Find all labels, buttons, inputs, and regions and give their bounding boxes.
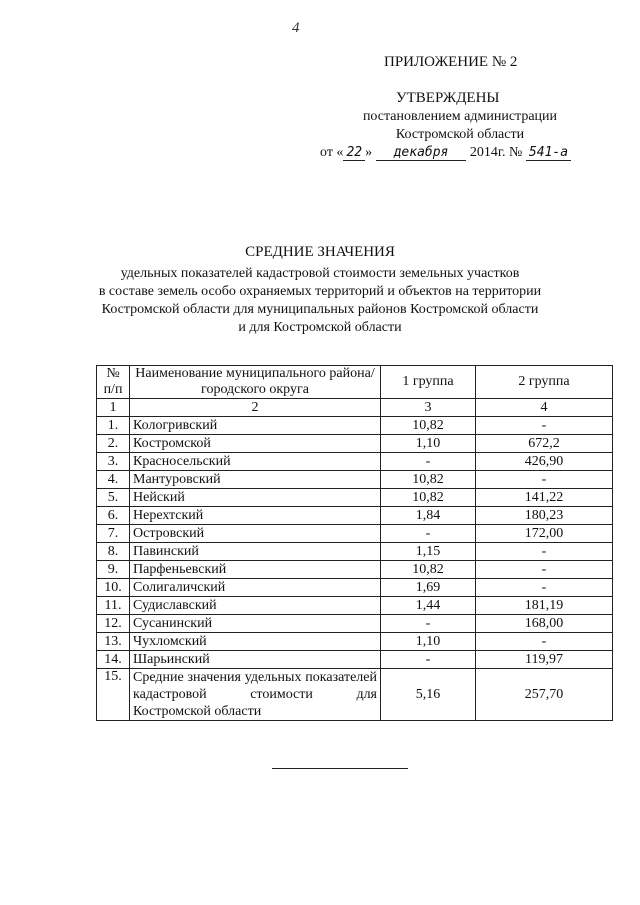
index-cell: 1 — [97, 399, 130, 417]
average-group2: 257,70 — [476, 669, 613, 721]
row-name: Шарьинский — [130, 651, 381, 669]
title-line-1: удельных показателей кадастровой стоимости земельных участков — [120, 266, 520, 281]
row-name: Нерехтский — [130, 507, 381, 525]
table-row — [97, 633, 613, 651]
row-num: 12. — [97, 615, 130, 633]
row-name: Кологривский — [130, 417, 381, 435]
row-name: Павинский — [130, 543, 381, 561]
row-group1: 10,82 — [381, 417, 476, 435]
table-row — [97, 489, 613, 507]
row-group2: - — [476, 543, 613, 561]
date-year: 2014г. № — [469, 145, 523, 160]
table-row — [97, 597, 613, 615]
row-group2: - — [476, 579, 613, 597]
row-group1: 1,15 — [381, 543, 476, 561]
row-name: Костромской — [130, 435, 381, 453]
average-name: Средние значения удельных показателей кадастровой стоимости для Костромской области — [130, 669, 381, 721]
row-name: Мантуровский — [130, 471, 381, 489]
table-row — [97, 561, 613, 579]
row-group2: 181,19 — [476, 597, 613, 615]
row-group2: 172,00 — [476, 525, 613, 543]
row-group2: - — [476, 471, 613, 489]
table-index-row — [97, 399, 613, 417]
row-group1: - — [381, 525, 476, 543]
row-group2: 141,22 — [476, 489, 613, 507]
row-name: Чухломский — [130, 633, 381, 651]
approved-label: УТВЕРЖДЕНЫ — [396, 90, 500, 106]
row-group2: - — [476, 561, 613, 579]
row-name: Островский — [130, 525, 381, 543]
row-group2: 180,23 — [476, 507, 613, 525]
row-group2: - — [476, 633, 613, 651]
row-name: Красносельский — [130, 453, 381, 471]
table-row — [97, 615, 613, 633]
decree-date-line — [320, 145, 571, 161]
index-cell: 4 — [476, 399, 613, 417]
row-group1: 1,69 — [381, 579, 476, 597]
row-group1: - — [381, 615, 476, 633]
row-group1: 1,44 — [381, 597, 476, 615]
table-row — [97, 471, 613, 489]
index-cell: 2 — [130, 399, 381, 417]
title-line-4: и для Костромской области — [238, 320, 402, 335]
row-group1: 10,82 — [381, 471, 476, 489]
header-name: Наименование муниципального района/городского округа — [130, 366, 381, 399]
cadastral-values-table — [96, 365, 613, 721]
title-line-2: в составе земель особо охраняемых территорий и объектов на территории — [98, 284, 542, 299]
row-group1: 1,10 — [381, 633, 476, 651]
date-prefix: от « — [320, 145, 344, 160]
row-num: 8. — [97, 543, 130, 561]
row-num: 4. — [97, 471, 130, 489]
date-mid: » — [365, 145, 373, 160]
row-group1: 10,82 — [381, 561, 476, 579]
header-group1: 1 группа — [381, 366, 476, 399]
table-header-row — [97, 366, 613, 399]
table-row — [97, 507, 613, 525]
decree-line-1: постановлением администрации — [362, 109, 558, 124]
row-num: 9. — [97, 561, 130, 579]
row-group2: 672,2 — [476, 435, 613, 453]
date-day: 22 — [343, 146, 365, 161]
index-cell: 3 — [381, 399, 476, 417]
row-num: 3. — [97, 453, 130, 471]
row-group1: 10,82 — [381, 489, 476, 507]
document-title — [60, 244, 580, 337]
row-group2: - — [476, 417, 613, 435]
title-main: СРЕДНИЕ ЗНАЧЕНИЯ — [245, 244, 395, 260]
table-row — [97, 435, 613, 453]
row-name: Парфеньевский — [130, 561, 381, 579]
table-row — [97, 453, 613, 471]
decree-line-2: Костромской области — [395, 127, 525, 142]
row-group1: - — [381, 651, 476, 669]
table-row — [97, 525, 613, 543]
row-name: Солигаличский — [130, 579, 381, 597]
table-row — [97, 651, 613, 669]
header-group2: 2 группа — [476, 366, 613, 399]
row-num: 5. — [97, 489, 130, 507]
row-name: Сусанинский — [130, 615, 381, 633]
average-group1: 5,16 — [381, 669, 476, 721]
header-num: № п/п — [97, 366, 130, 399]
appendix-label: ПРИЛОЖЕНИЕ № 2 — [384, 54, 518, 70]
table-row — [97, 417, 613, 435]
page-number: 4 — [292, 20, 300, 36]
average-num: 15. — [97, 669, 130, 721]
row-num: 10. — [97, 579, 130, 597]
title-line-3: Костромской области для муниципальных районов Костромской области — [101, 302, 539, 317]
table-row — [97, 579, 613, 597]
row-group1: 1,84 — [381, 507, 476, 525]
row-num: 7. — [97, 525, 130, 543]
row-group2: 119,97 — [476, 651, 613, 669]
row-group2: 426,90 — [476, 453, 613, 471]
row-num: 1. — [97, 417, 130, 435]
row-name: Нейский — [130, 489, 381, 507]
row-group1: 1,10 — [381, 435, 476, 453]
table-body — [97, 417, 613, 669]
date-month: декабря — [376, 146, 467, 161]
row-num: 14. — [97, 651, 130, 669]
table-row — [97, 543, 613, 561]
row-num: 13. — [97, 633, 130, 651]
row-name: Судиславский — [130, 597, 381, 615]
row-num: 2. — [97, 435, 130, 453]
row-num: 11. — [97, 597, 130, 615]
row-group1: - — [381, 453, 476, 471]
row-num: 6. — [97, 507, 130, 525]
decree-number: 541-а — [526, 146, 571, 161]
footer-separator-line — [272, 768, 408, 769]
row-group2: 168,00 — [476, 615, 613, 633]
average-row — [97, 669, 613, 721]
